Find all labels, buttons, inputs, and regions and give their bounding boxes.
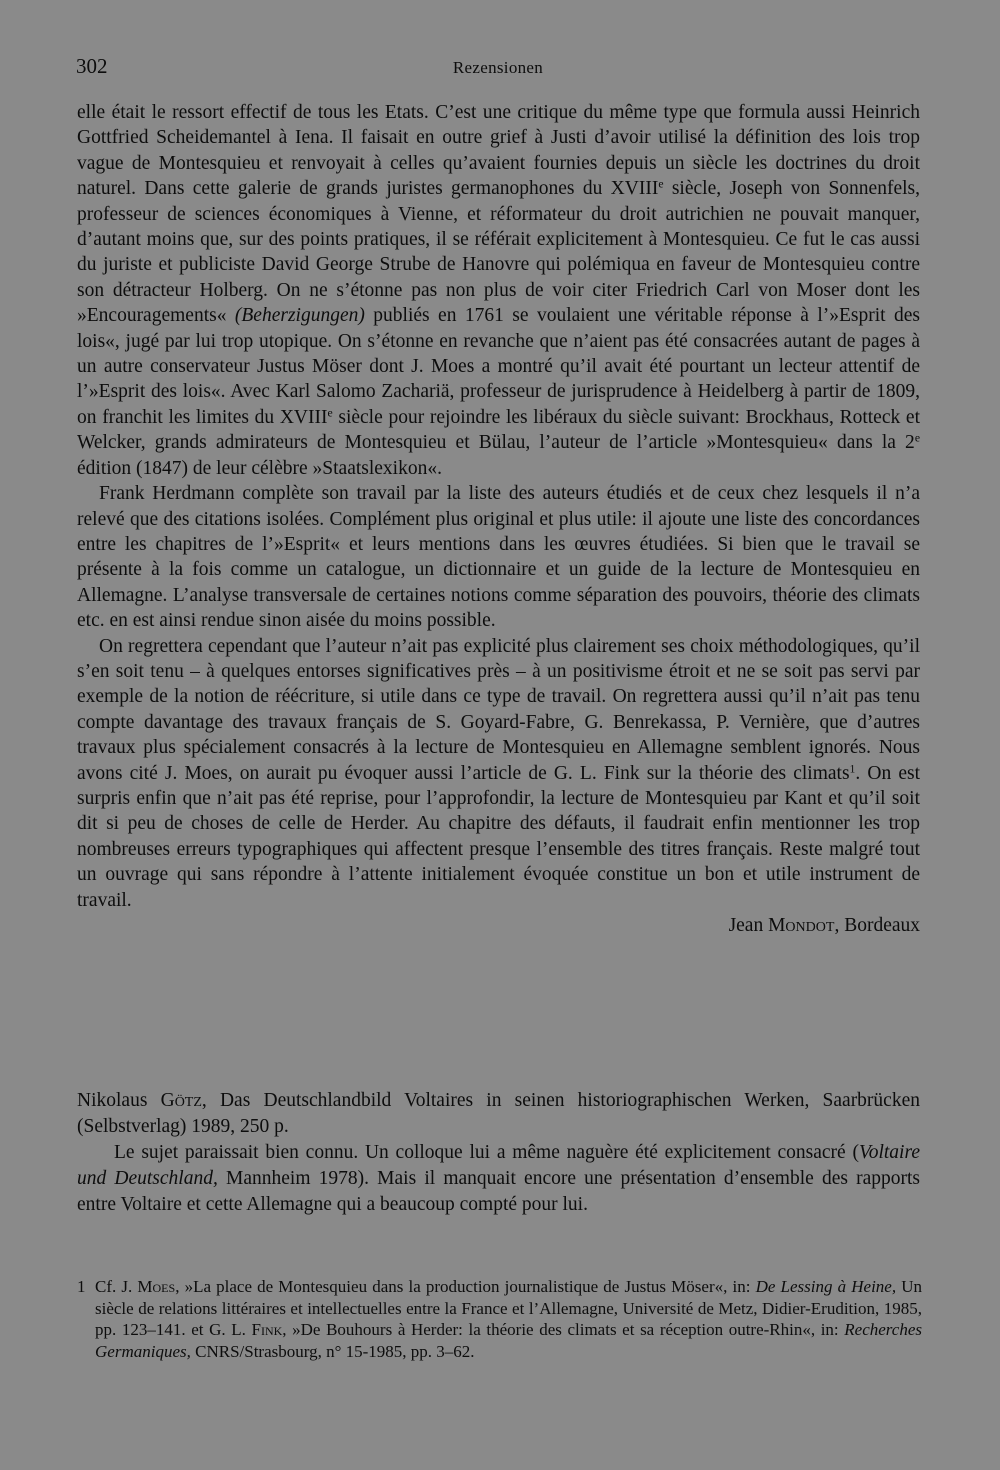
text-run: , »La place de Montesquieu dans la production journalistique de Justus Möser«, in: bbox=[175, 1277, 756, 1296]
text-run: , »De Bouhours à Herder: la théorie des climats et sa réception outre-Rhin«, in: bbox=[282, 1320, 845, 1340]
paragraph-1 bbox=[77, 100, 920, 481]
footnote-number: 1 bbox=[77, 1277, 86, 1296]
italic-title: Recherches Germaniques, bbox=[95, 1320, 922, 1361]
reviewer-first-name: Jean bbox=[728, 915, 769, 936]
paragraph-3 bbox=[77, 634, 920, 913]
review-opening bbox=[77, 1140, 920, 1218]
text-run: CNRS/Strasbourg, n° 15-1985, pp. 3–62. bbox=[190, 1341, 475, 1361]
running-title: Rezensionen bbox=[452, 58, 544, 77]
text-run: siècle pour rejoindre les libéraux du siècle suivant: Brockhaus, Rotteck et Welcker, grands admirateurs de Montesquieu et Bülau, l’auteur de l’article »Montesquieu« dans la 2 bbox=[77, 406, 920, 454]
book-details: , Das Deutschlandbild Voltaires in seinen historiographischen Werken, Saarbrücken (Selbstverlag) 1989, 250 p. bbox=[77, 1090, 920, 1137]
author-surname: Götz bbox=[160, 1090, 202, 1111]
book-citation bbox=[77, 1088, 920, 1140]
superscript: e bbox=[658, 177, 664, 191]
reviewer-surname: Mondot bbox=[768, 915, 835, 936]
superscript: e bbox=[327, 406, 333, 420]
paragraph-2: Frank Herdmann complète son travail par la liste des auteurs étudiés et de ceux chez lesquels il n’a relevé que des citations isolées. Complément plus original et plus utile: il ajoute une liste des concordances entre les chapitres de l’»Esprit« et leurs mentions dans les œuvres étudiées. Si bien que le travail se présente à la fois comme un catalogue, un dictionnaire et un guide de la lecture de Montesquieu en Allemagne. L’analyse transversale de certaines notions comme séparation des pouvoirs, théorie des climats etc. en est ainsi rendue sinon aisée du moins possible. bbox=[77, 483, 920, 632]
italic-title: (Beherzigungen) bbox=[234, 305, 365, 327]
text-run: Mannheim 1978). Mais il manquait encore une présentation d’ensemble des rapports entre Voltaire et cette Allemagne qui a beaucoup compté pour lui. bbox=[77, 1168, 920, 1215]
text-run: publiés en 1761 se voulaient une véritable réponse à l’»Esprit des lois«, jugé par lui trop utopique. On s’étonne en revanche que n’aient pas été consacrées autant de pages à un autre conservateur Justus Möser dont J. Moes a montré qu’il avait été pourtant un lecteur attentif de l’»Esprit des lois«. Avec Karl Salomo Zachariä, professeur de jurisprudence à Heidelberg à partir de 1809, on franchit les limites du XVIII bbox=[77, 305, 920, 428]
author-first-name: Nikolaus bbox=[77, 1090, 161, 1111]
review-body bbox=[77, 100, 920, 938]
text-run: . On est surpris enfin que n’ait pas été reprise, pour l’approfondir, la lecture de Montesquieu par Kant et qu’il soit dit si peu de choses de celle de Herder. Au chapitre des défauts, il faudrait enfin mentionner les trop nombreuses erreurs typographiques qui affectent presque l’ensemble des titres français. Reste malgré tout un ouvrage qui sans répondre à l’attente initialement évoquée constitue un bon et utile instrument de travail. bbox=[77, 762, 920, 911]
footnotes bbox=[77, 1276, 922, 1362]
text-run: elle était le ressort effectif de tous les Etats. C’est une critique du même type que formula aussi Heinrich Gottfried Scheidemantel à Iena. Il faisait en outre grief à Justi d’avoir utilisé la définition des lois trop vague de Montesquieu et renvoyait à celles qu’avaient fournies depuis un siècle les doctrines du droit naturel. Dans cette galerie de grands juristes germanophones du XVIII bbox=[77, 102, 920, 200]
page-number: 302 bbox=[76, 54, 108, 78]
superscript: e bbox=[914, 431, 920, 445]
cited-author: Fink bbox=[251, 1320, 283, 1340]
italic-title: De Lessing à Heine, bbox=[755, 1277, 897, 1296]
footnote bbox=[77, 1276, 922, 1362]
text-run: On regrettera cependant que l’auteur n’ait pas explicité plus clairement ses choix méthodologiques, qu’il s’en soit tenu – à quelques entorses significatives près – à un positivisme étroit et ne se soit pas servi par exemple de la notion de réécriture, si utile dans ce type de travail. On regrettera aussi qu’il n’ait pas tenu compte davantage des travaux français de S. Goyard-Fabre, G. Benrekassa, P. Vernière, que d’autres travaux plus spécialement consacrés à la lecture de Montesquieu en Allemagne semblent ignorés. Nous avons cité J. Moes, on aurait pu évoquer aussi l’article de G. L. Fink sur la théorie des climats bbox=[77, 635, 920, 784]
italic-title: Voltaire und Deutschland, bbox=[77, 1142, 920, 1189]
second-review bbox=[77, 1088, 920, 1218]
text-run: Cf. J. bbox=[95, 1277, 138, 1296]
text-run: Un siècle de relations littéraires et intellectuelles entre la France et l’Allemagne, Université de Metz, Didier-Erudition, 1985, pp. 123–141. et G. L. bbox=[95, 1277, 923, 1340]
text-run: édition (1847) de leur célèbre »Staatslexikon«. bbox=[77, 457, 442, 479]
reviewer-location: , Bordeaux bbox=[834, 915, 920, 936]
page-header bbox=[76, 54, 920, 84]
text-run: siècle, Joseph von Sonnenfels, professeur de sciences économiques à Vienne, et réformateur du droit autrichien ne pouvait manquer, d’autant moins que, sur des points pratiques, il se référait explicitement à Montesquieu. Ce fut le cas aussi du juriste et publiciste David George Strube de Hanovre qui polémiqua en faveur de Montesquieu contre son détracteur Holberg. On ne s’étonne pas non plus de voir citer Friedrich Carl von Moser dont les »Encouragements« bbox=[77, 178, 920, 327]
reviewer-signature bbox=[77, 913, 920, 938]
footnote-reference[interactable]: 1 bbox=[849, 762, 856, 776]
cited-author: Moes bbox=[137, 1277, 176, 1296]
text-run: Le sujet paraissait bien connu. Un colloque lui a même naguère été explicitement consacré ( bbox=[114, 1142, 859, 1163]
